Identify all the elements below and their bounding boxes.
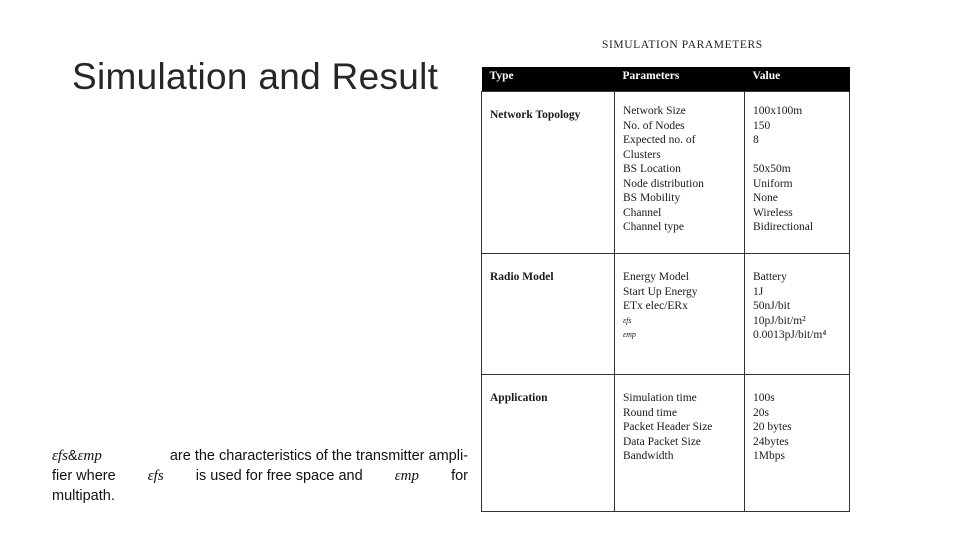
value-line: Wireless [753, 206, 793, 219]
values-cell [745, 254, 850, 375]
table-caption: SIMULATION PARAMETERS [602, 39, 763, 51]
note-text-2c: for [451, 468, 468, 484]
values-cell [745, 92, 850, 254]
param-line: Simulation time [623, 392, 697, 404]
param-line: Channel [623, 206, 662, 219]
param-line: Packet Header Size [623, 421, 713, 433]
param-line: Data Packet Size [623, 435, 701, 448]
table-row-application [482, 375, 850, 512]
value-line: Battery [753, 271, 787, 283]
param-line: Channel type [623, 221, 684, 233]
slide-title: Simulation and Result [72, 56, 439, 97]
header-value: Value [745, 67, 850, 92]
parameters-cell [615, 92, 745, 254]
value-line: 1Mbps [753, 450, 785, 462]
param-line: εfs [623, 315, 632, 325]
param-line: Start Up Energy [623, 285, 698, 298]
value-line: Uniform [753, 177, 793, 190]
value-line: 20 bytes [753, 421, 792, 433]
value-line: 100x100m [753, 105, 803, 117]
value-line: 0.0013pJ/bit/m⁴ [753, 329, 827, 341]
param-line: BS Mobility [623, 192, 681, 204]
value-line: 1J [753, 285, 764, 298]
amplifier-note [52, 446, 468, 506]
value-line [753, 148, 845, 163]
value-line: 50x50m [753, 163, 791, 175]
note-text-2a: fier where [52, 468, 116, 484]
ampersand: & [67, 448, 78, 464]
param-line: Node distribution [623, 177, 704, 190]
param-line: Round time [623, 406, 677, 419]
note-line-1 [52, 446, 468, 466]
value-line: 50nJ/bit [753, 300, 791, 312]
type-cell: Network Topology [482, 92, 615, 254]
note-symbols [52, 446, 102, 466]
param-line: ETx elec/ERx [623, 300, 688, 312]
param-line: Energy Model [623, 271, 689, 283]
param-line: No. of Nodes [623, 119, 685, 132]
param-line: BS Location [623, 163, 681, 175]
value-line: 10pJ/bit/m² [753, 314, 806, 327]
table-row-network-topology [482, 92, 850, 254]
header-type: Type [482, 67, 615, 92]
note-text-2b: is used for free space and [195, 468, 363, 484]
parameters-cell [615, 254, 745, 375]
epsilon-mp-symbol: εmp [394, 468, 419, 484]
value-line: 100s [753, 392, 775, 404]
param-line: Expected no. of [623, 134, 696, 146]
value-line: None [753, 192, 778, 204]
table-row-radio-model [482, 254, 850, 375]
param-line: Clusters [623, 148, 661, 161]
value-line: 150 [753, 119, 771, 132]
epsilon-fs-symbol: εfs [52, 448, 68, 464]
note-text-1: are the characteristics of the transmitter ampli- [169, 448, 468, 464]
type-cell: Application [482, 375, 615, 512]
note-line-2 [52, 466, 468, 486]
type-cell: Radio Model [482, 254, 615, 375]
values-cell [745, 375, 850, 512]
value-line: 8 [753, 134, 759, 146]
table-header-row [482, 67, 850, 92]
param-line: εmp [623, 330, 636, 339]
note-line-3: multipath. [52, 488, 115, 504]
epsilon-fs-symbol: εfs [147, 468, 164, 484]
epsilon-mp-symbol: εmp [77, 448, 102, 464]
simulation-parameters-table [481, 67, 850, 512]
value-line: 24bytes [753, 435, 789, 448]
param-line: Bandwidth [623, 450, 674, 462]
header-parameters: Parameters [615, 67, 745, 92]
param-line: Network Size [623, 105, 686, 117]
parameters-cell [615, 375, 745, 512]
value-line: Bidirectional [753, 221, 814, 233]
value-line: 20s [753, 406, 769, 419]
